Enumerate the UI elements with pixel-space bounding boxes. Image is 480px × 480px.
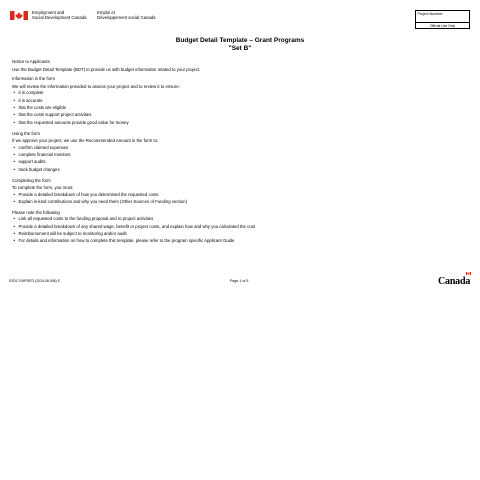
list-item: • Link all requested costs to the funding proposal and to project activities [12, 215, 462, 222]
official-use-label: Official Use Only [415, 23, 470, 29]
department-name-french [97, 10, 177, 20]
list-item: • support audits [12, 158, 462, 165]
list-item: • Reimbursement will be subject to monitoring and/or audit [12, 230, 462, 237]
form-code: ESDC EMP5573 (2024-08-006) E [9, 279, 60, 283]
canada-flag-icon [10, 11, 28, 20]
dept-en-line1: Employment and [32, 10, 65, 15]
dept-en-line2: Social Development Canada [32, 15, 87, 21]
title-line1: Budget Detail Template – Grant Programs [175, 37, 305, 44]
canada-wordmark-text: Canada [438, 276, 471, 287]
list-item: • that the requested amounts provide good value for money [12, 119, 462, 126]
list-item: • it is complete [12, 89, 462, 96]
list-item: • it is accurate [12, 97, 462, 104]
canada-wordmark [438, 271, 472, 285]
section-intro: To complete the form, you must: [12, 185, 74, 191]
bullet-list [12, 215, 462, 245]
section-intro: We will review the information provided to assess your project and to review it to ensure: [12, 83, 180, 89]
section-heading: Using the form [12, 130, 40, 136]
section-heading: Completing the form [12, 177, 51, 183]
department-name-english [32, 10, 102, 20]
section-heading: Notice to Applicants [12, 59, 50, 64]
wordmark-flag-icon [466, 272, 471, 275]
list-item: • that the costs are eligible [12, 104, 462, 111]
section-intro: If we approve your project, we use the Recommended Amount in the form to: [12, 138, 159, 144]
bullet-list [12, 144, 462, 174]
list-item: • that the costs support project activities [12, 111, 462, 118]
bullet-list [12, 191, 462, 206]
dept-fr-line2: Développement social Canada [97, 15, 156, 21]
project-number-label: Project Number: [417, 12, 444, 16]
list-item: • Provide a detailed breakdown of how you determined the requested costs [12, 191, 462, 198]
list-item: • confirm claimed expenses [12, 144, 462, 151]
bullet-list [12, 89, 462, 126]
dept-fr-line1: Emploi et [97, 10, 115, 15]
list-item: • Provide a detailed breakdown of any shared wage, benefit or project costs, and explain how and why you calculated the cost [12, 223, 462, 230]
title-line2: "Set B" [228, 44, 252, 52]
page-number: Page 1 of 5 [230, 279, 249, 283]
section-heading: Please note the following [12, 210, 60, 216]
list-item: • complete financial monitors [12, 151, 462, 158]
project-number-field[interactable] [415, 10, 470, 23]
government-header [10, 10, 470, 32]
list-item: • track budget changes [12, 166, 462, 173]
list-item: • Explain in-kind contributions and why you need them (Other Sources of Funding section) [12, 198, 462, 205]
instructions-body [12, 59, 462, 245]
project-number-box [415, 10, 470, 30]
section-intro: Use the Budget Detail Template (BDT) to provide us with budget information related to your project. [12, 66, 201, 72]
list-item: • For details and information on how to complete this template, please refer to the program specific Applicant Guide [12, 237, 462, 244]
page-title [0, 37, 480, 52]
section-heading: Information in the form [12, 76, 55, 82]
